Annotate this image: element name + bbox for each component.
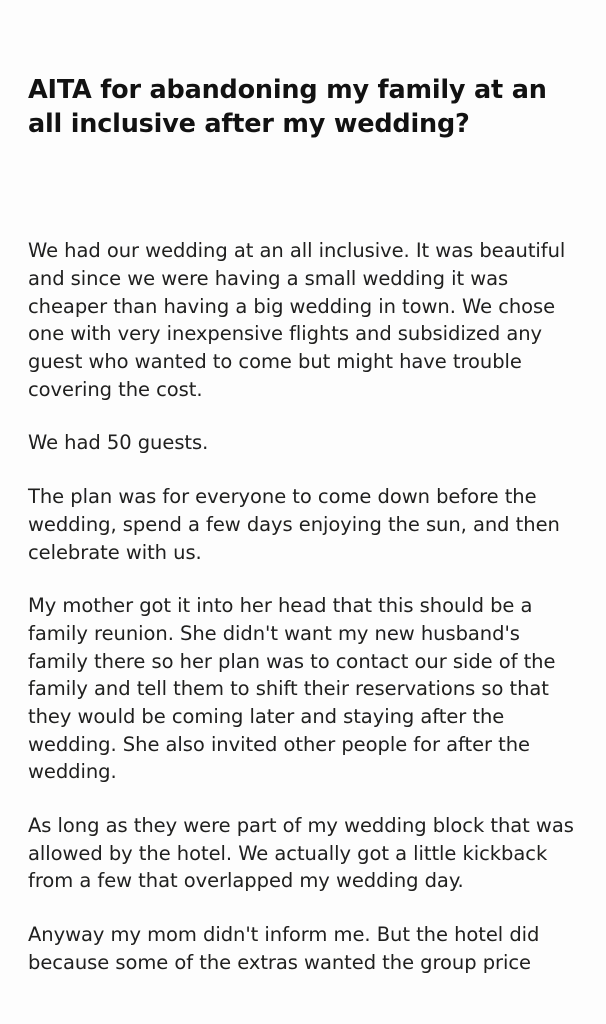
post-paragraph: The plan was for everyone to come down before the wedding, spend a few days enjoying the sun, and then celebrate with us. — [28, 485, 560, 564]
post-paragraph: As long as they were part of my wedding block that was allowed by the hotel. We actually got a little kickback from a few that overlapped my wedding day. — [28, 814, 574, 893]
post-paragraph: We had 50 guests. — [28, 431, 209, 455]
post-body — [28, 237, 578, 973]
post-paragraph: My mother got it into her head that this should be a family reunion. She didn't want my new husband's family there so her plan was to contact our side of the family and tell them to shift their reservations so that they would be coming later and staying after the wedding. She also invited other people for after the wedding. — [28, 594, 556, 784]
page-title: AITA for abandoning my family at an all inclusive after my wedding? — [28, 75, 547, 139]
post-paragraph: Anyway my mom didn't inform me. But the hotel did because some of the extras wanted the group price — [28, 923, 540, 974]
post-paragraph: We had our wedding at an all inclusive. It was beautiful and since we were having a small wedding it was cheaper than having a big wedding in town. We chose one with very inexpensive flights and subsidized any guest who wanted to come but might have trouble covering the cost. — [28, 239, 566, 401]
top-spacer — [28, 0, 578, 74]
